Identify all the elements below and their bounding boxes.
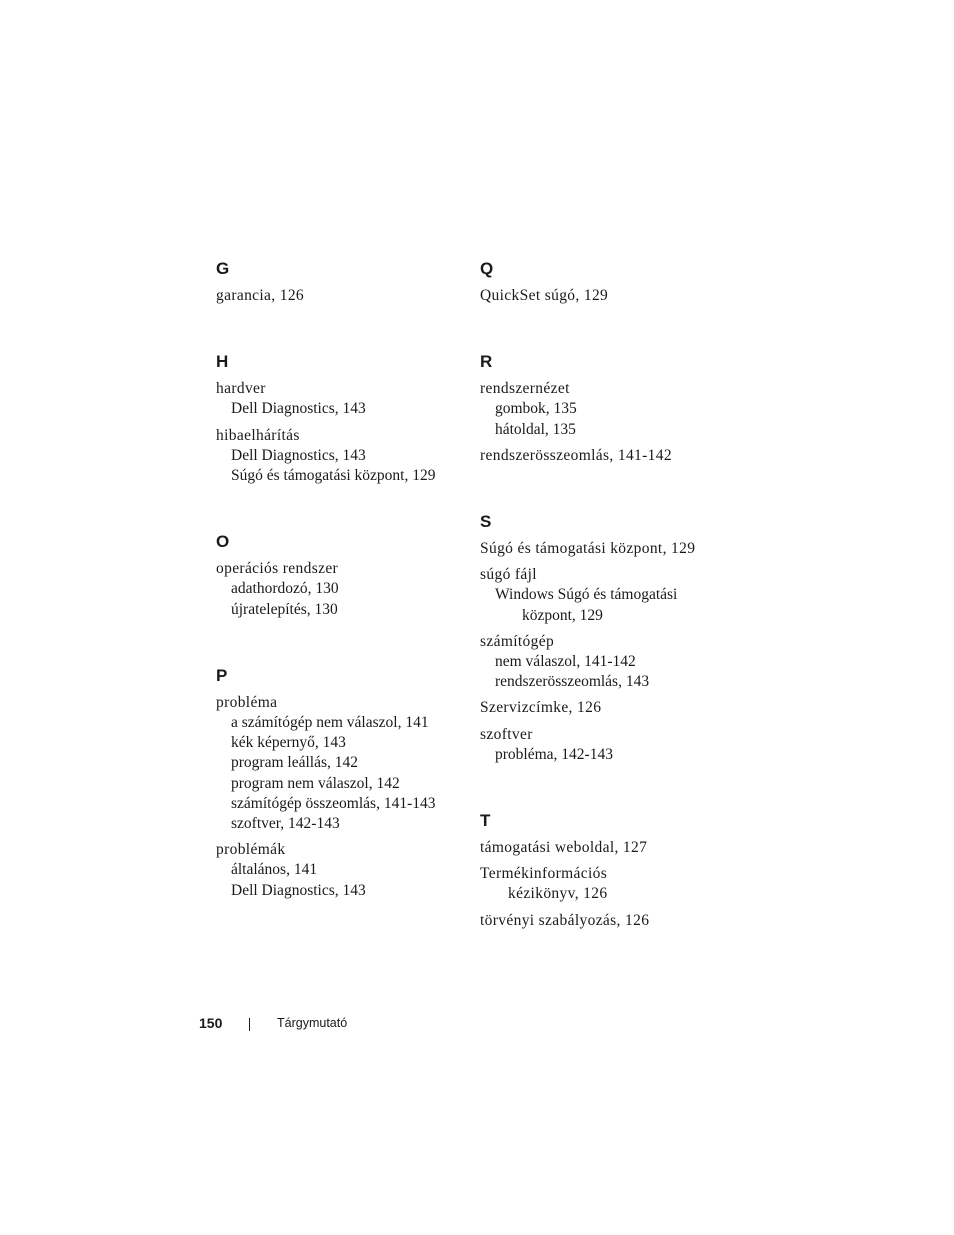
index-term: rendszerösszeomlás, 141-142 [480,446,672,464]
index-entry [216,379,466,419]
index-term: súgó fájl [480,566,537,584]
index-subentry: hátoldal, 135 [495,420,576,438]
index-entry [480,565,740,626]
index-subentry: program nem válaszol, 142 [231,774,400,792]
index-term: szoftver [480,725,533,743]
index-section-s [480,511,740,765]
index-subentry: program leállás, 142 [231,754,358,772]
index-term: támogatási weboldal, 127 [480,839,648,857]
index-term: Szervizcímke, 126 [480,699,602,717]
section-letter: R [480,352,493,372]
index-term: garancia, 126 [216,287,305,304]
index-section-o [216,531,466,620]
index-subentry: adathordozó, 130 [231,580,339,598]
index-subentry-text: Windows Súgó és támogatási [495,586,678,604]
section-letter: T [480,811,491,831]
index-section-t [480,810,740,931]
index-entry [480,286,740,306]
index-entry [216,426,466,487]
index-section-r [480,351,740,466]
index-entry [480,379,740,440]
section-letter: S [480,512,492,532]
index-subentry [480,585,740,625]
index-subentry-continuation: központ, 129 [522,606,603,624]
index-subentry: számítógép összeomlás, 141-143 [231,794,436,812]
index-entry [216,693,466,834]
index-subentry: általános, 141 [231,861,318,879]
index-subentry: nem válaszol, 141-142 [495,653,636,671]
index-subentry: újratelepítés, 130 [231,600,338,618]
index-term: probléma [216,693,278,711]
index-column-right [480,258,740,931]
index-term: Súgó és támogatási központ, 129 [480,540,696,558]
index-subentry: rendszerösszeomlás, 143 [495,673,650,691]
index-entry [480,911,740,931]
index-column-left [216,258,466,901]
index-section-g [216,258,466,306]
index-section-h [216,351,466,486]
index-term-continuation: kézikönyv, 126 [508,885,608,903]
index-entry [480,725,740,765]
index-term: rendszernézet [480,380,570,398]
index-subentry: Dell Diagnostics, 143 [231,446,366,464]
index-section-q [480,258,740,306]
index-subentry: Súgó és támogatási központ, 129 [231,467,436,485]
index-term: operációs rendszer [216,560,339,578]
index-subentry: probléma, 142-143 [495,745,613,763]
index-term: számítógép [480,632,555,650]
index-subentry: Dell Diagnostics, 143 [231,400,366,418]
index-subentry: kék képernyő, 143 [231,734,346,752]
index-entry [216,286,466,306]
index-subentry: szoftver, 142-143 [231,815,340,833]
index-subentry: Dell Diagnostics, 143 [231,881,366,899]
index-subentry: a számítógép nem válaszol, 141 [231,714,429,732]
index-subentry: gombok, 135 [495,400,577,418]
index-entry [480,838,740,858]
index-entry [480,864,740,904]
section-letter: O [216,532,230,552]
index-entry [480,446,740,466]
index-term: törvényi szabályozás, 126 [480,911,650,929]
index-entry [216,559,466,620]
index-entry [216,840,466,901]
index-entry [480,632,740,693]
index-term: Termékinformációs [480,865,608,883]
index-section-p [216,665,466,901]
index-term: hibaelhárítás [216,426,300,444]
index-term: QuickSet súgó, 129 [480,287,609,304]
section-letter: Q [480,259,494,278]
index-entry [480,698,740,718]
index-term: problémák [216,841,286,859]
section-letter: P [216,665,228,685]
section-letter: G [216,259,230,278]
page-number: 150 [199,1015,223,1031]
footer-separator [249,1018,250,1031]
index-entry [480,539,740,559]
index-term: hardver [216,380,266,398]
footer-title: Tárgymutató [277,1016,348,1030]
section-letter: H [216,352,229,372]
